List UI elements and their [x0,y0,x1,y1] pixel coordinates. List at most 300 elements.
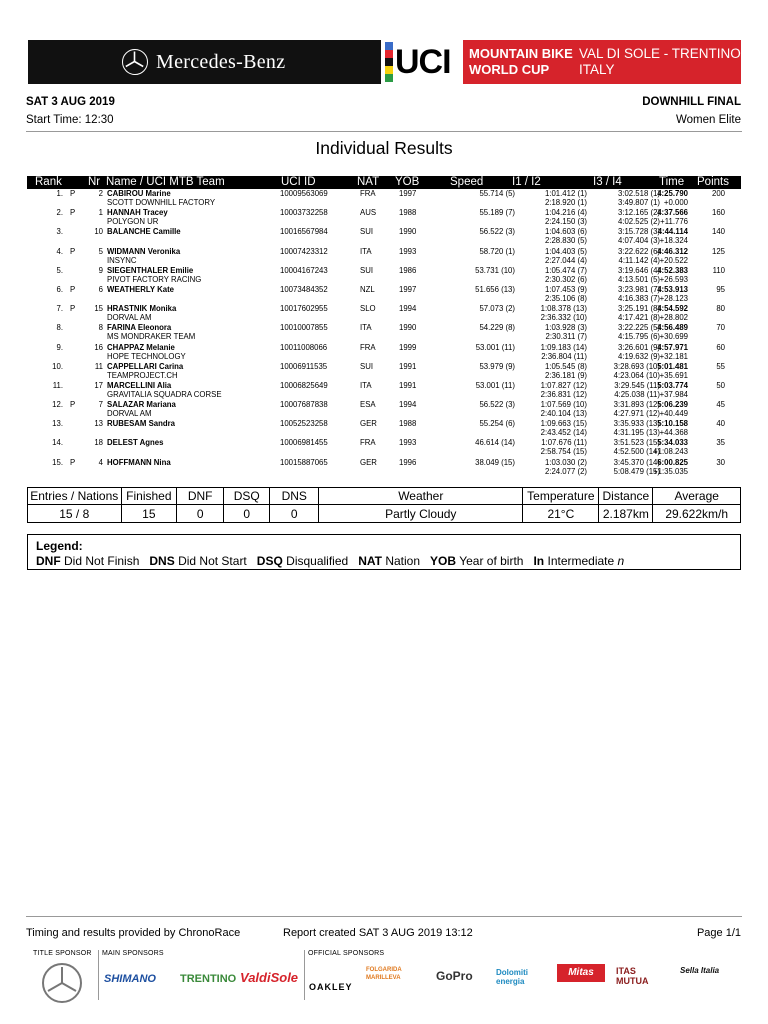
result-time: 5:06.239 [657,400,688,410]
summary-dns-label: DNS [270,488,319,505]
result-intermediate-4: 4:23.064 (10) [613,370,660,380]
result-points: 60 [716,342,725,352]
result-intermediate-4: 5:08.479 (15) [613,466,660,476]
result-rank: 9. [56,342,63,352]
legend-text: Did Not Start [178,554,247,568]
result-p-flag: P [70,400,76,410]
result-uci-id: 10004167243 [280,265,328,275]
sponsor-logo-sella-italia: Sella Italia [680,966,720,975]
col-uci-id: UCI ID [281,176,316,188]
result-intermediate-3: 3:51.523 (15) [613,438,660,448]
result-uci-id: 10016567984 [280,227,328,237]
page-title: Individual Results [315,138,453,158]
result-year-of-birth: 1988 [399,208,417,218]
result-rank: 5. [56,265,63,275]
legend-n: n [617,554,625,568]
result-team-name: PIVOT FACTORY RACING [107,274,202,284]
result-intermediate-2: 2:24.077 (2) [544,466,587,476]
legend-abbr: In [533,554,545,568]
table-row [27,247,741,266]
result-gap: +20.522 [659,255,688,265]
result-intermediate-2: 2:24.150 (3) [544,217,587,227]
result-nation: GER [360,457,377,467]
result-intermediate-4: 4:02.525 (2) [617,217,660,227]
venue-name [573,40,741,84]
result-rider-name: DELEST Agnes [107,438,164,448]
result-speed: 55.714 (5) [479,189,515,198]
result-gap: +18.324 [659,236,688,246]
legend-abbr: YOB [430,554,457,568]
result-intermediate-3: 3:29.545 (11) [614,380,660,390]
result-bib-number: 5 [98,246,103,256]
result-bib-number: 4 [98,457,103,467]
table-row [27,208,741,227]
col-nat: NAT [357,176,380,188]
result-intermediate-3: 3:35.933 (13) [613,419,660,429]
result-p-flag: P [70,189,76,198]
result-nation: ITA [360,323,372,333]
result-uci-id: 10007423312 [280,246,328,256]
result-team-name: DORVAL AM [107,409,152,419]
result-nation: FRA [360,189,376,198]
result-intermediate-3: 3:22.225 (5) [617,323,660,333]
summary-dsq-value: 0 [224,505,270,523]
summary-header-row [28,488,741,505]
col-speed: Speed [450,176,484,188]
result-points: 80 [716,304,725,314]
result-team-name: TEAMPROJECT.CH [107,370,178,380]
result-gap: +40.449 [659,409,688,419]
result-time: 4:53.913 [657,284,688,294]
result-speed: 54.229 (8) [479,323,515,333]
summary-finished-value: 15 [121,505,177,523]
result-rank: 1. [56,189,63,198]
mercedes-benz-logo [28,40,381,84]
mercedes-star-icon [122,49,148,75]
result-intermediate-1: 1:07.453 (9) [544,284,587,294]
result-intermediate-3: 3:28.693 (10) [613,361,660,371]
result-p-flag: P [70,304,76,314]
table-row [27,323,741,342]
result-rank: 12. [52,400,63,410]
result-nation: NZL [360,284,375,294]
result-intermediate-2: 2:40.104 (13) [540,409,587,419]
result-gap: +28.123 [659,293,688,303]
result-time: 4:46.312 [657,246,688,256]
result-intermediate-4: 4:31.195 (13) [613,428,660,438]
result-time: 4:52.383 [657,265,688,275]
result-intermediate-2: 2:30.311 (7) [545,332,587,342]
title-sponsor-label: TITLE SPONSOR [33,950,92,957]
result-gap: +37.984 [659,389,688,399]
result-uci-id: 10073484352 [280,284,328,294]
result-rank: 14. [52,438,63,448]
result-bib-number: 6 [98,284,103,294]
summary-dns-value: 0 [270,505,319,523]
uci-logo [381,40,463,84]
result-rider-name: HANNAH Tracey [107,208,168,218]
sponsor-logo-gopro: GoPro [436,969,473,983]
result-intermediate-1: 1:04.603 (6) [544,227,587,237]
result-nation: ITA [360,246,372,256]
result-speed: 53.979 (9) [479,361,515,371]
result-intermediate-1: 1:03.030 (2) [544,457,587,467]
summary-weather-label: Weather [319,488,523,505]
result-uci-id: 10006825649 [280,380,328,390]
result-speed: 51.656 (13) [475,284,515,294]
result-year-of-birth: 1988 [399,419,417,429]
table-row [27,189,741,208]
result-rank: 8. [56,323,63,333]
race-summary-table [27,487,741,523]
result-intermediate-1: 1:05.474 (7) [544,265,587,275]
result-bib-number: 16 [94,342,103,352]
result-year-of-birth: 1996 [399,457,417,467]
result-intermediate-2: 2:35.106 (8) [544,293,587,303]
result-speed: 55.254 (6) [479,419,515,429]
result-year-of-birth: 1993 [399,438,417,448]
result-speed: 55.189 (7) [479,208,515,218]
result-intermediate-2: 2:36.831 (12) [540,389,587,399]
result-uci-id: 10006981455 [280,438,328,448]
result-points: 70 [716,323,725,333]
result-rank: 7. [56,304,63,314]
result-rider-name: HRASTNIK Monika [107,304,177,314]
result-year-of-birth: 1997 [399,189,417,198]
result-time: 5:34.033 [657,438,688,448]
result-time: 6:00.825 [657,457,688,467]
col-i1-i2: I1 / I2 [512,176,541,188]
result-time: 4:37.566 [657,208,688,218]
result-points: 35 [716,438,725,448]
result-uci-id: 10052523258 [280,419,328,429]
result-bib-number: 10 [94,227,103,237]
table-row [27,304,741,323]
start-time: Start Time: 12:30 [26,114,114,126]
result-time: 4:57.971 [657,342,688,352]
result-rider-name: WEATHERLY Kate [107,284,175,294]
sponsor-logo-shimano: SHIMANO [104,973,156,985]
result-uci-id: 10015887065 [280,457,328,467]
result-year-of-birth: 1993 [399,246,417,256]
result-points: 125 [711,246,725,256]
result-intermediate-1: 1:07.676 (11) [541,438,587,448]
result-p-flag: P [70,208,76,218]
legend-abbr: NAT [358,554,382,568]
result-intermediate-1: 1:07.569 (10) [540,400,587,410]
table-row [27,400,741,419]
legend-abbr: DSQ [256,554,283,568]
table-row [27,362,741,381]
uci-text: UCI [395,42,451,81]
legend-abbr: DNF [36,554,61,568]
result-intermediate-3: 3:25.191 (8) [617,304,660,314]
result-points: 110 [712,265,725,275]
event-banner [28,40,741,84]
legend-box [27,534,741,570]
result-points: 160 [711,208,725,218]
sponsor-logo-itas: ITAS MUTUA [616,966,649,986]
result-time: 4:25.790 [657,189,688,198]
result-year-of-birth: 1994 [399,304,417,314]
result-intermediate-3: 3:26.601 (9) [617,342,660,352]
result-uci-id: 10010007855 [280,323,328,333]
result-intermediate-4: 4:25.038 (11) [614,389,660,399]
result-speed: 58.720 (1) [479,246,515,256]
sponsor-logo-dolomiti: Dolomiti energia [496,968,528,986]
result-points: 40 [716,419,725,429]
result-p-flag: P [70,246,76,256]
result-rider-name: CHAPPAZ Melanie [107,342,175,352]
result-rider-name: CABIROU Marine [107,189,171,198]
result-rider-name: RUBESAM Sandra [107,419,176,429]
col-time: Time [659,176,685,188]
main-sponsors-label: MAIN SPONSORS [102,950,164,957]
result-uci-id: 10006911535 [280,361,328,371]
result-time: 5:03.774 [657,380,688,390]
result-intermediate-2: 2:36.332 (10) [540,313,587,323]
result-rider-name: HOFFMANN Nina [107,457,171,467]
result-year-of-birth: 1997 [399,284,417,294]
result-nation: FRA [360,342,376,352]
result-points: 50 [716,380,725,390]
result-speed: 56.522 (3) [479,227,515,237]
result-year-of-birth: 1990 [399,227,417,237]
series-line-2: WORLD CUP [469,62,550,77]
series-name [463,40,573,84]
summary-entries-label: Entries / Nations [28,488,122,505]
result-intermediate-4: 4:16.383 (7) [617,293,660,303]
sponsor-logo-folgarida: FOLGARIDA MARILLEVA [366,967,402,981]
result-rank: 2. [56,208,63,218]
result-gap: +32.181 [659,351,688,361]
result-speed: 53.001 (11) [475,380,515,390]
result-bib-number: 2 [98,189,103,198]
result-rank: 11. [52,380,63,390]
result-team-name: MS MONDRAKER TEAM [107,332,196,342]
result-intermediate-4: 4:17.421 (8) [617,313,660,323]
result-team-name: POLYGON UR [107,217,159,227]
result-year-of-birth: 1990 [399,323,417,333]
legend-text: Did Not Finish [64,554,140,568]
col-yob: YOB [395,176,420,188]
result-intermediate-4: 4:11.142 (4) [618,255,660,265]
legend-title: Legend: [36,539,83,553]
result-uci-id: 10007687838 [280,400,328,410]
result-uci-id: 10011008066 [280,342,328,352]
summary-average-label: Average [653,488,741,505]
results-header [27,176,741,189]
col-rank: Rank [35,176,62,188]
result-points: 45 [716,400,725,410]
result-year-of-birth: 1999 [399,342,417,352]
legend-items [36,554,740,568]
result-year-of-birth: 1986 [399,265,417,275]
result-rank: 13. [52,419,63,429]
result-rider-name: MARCELLINI Alia [107,380,172,390]
result-intermediate-4: 4:07.404 (3) [617,236,660,246]
result-time: 5:01.481 [657,361,688,371]
result-nation: SUI [360,361,373,371]
result-intermediate-1: 1:09.183 (14) [540,342,587,352]
result-speed: 53.001 (11) [475,342,515,352]
result-year-of-birth: 1994 [399,400,417,410]
result-intermediate-2: 2:36.181 (9) [544,370,587,380]
result-time: 4:44.114 [657,227,688,237]
result-gap: +44.368 [659,428,688,438]
result-nation: AUS [360,208,377,218]
result-intermediate-3: 3:12.165 (2) [617,208,660,218]
result-bib-number: 18 [94,438,103,448]
summary-dsq-label: DSQ [224,488,270,505]
result-team-name: GRAVITALIA SQUADRA CORSE [107,389,222,399]
col-i3-i4: I3 / I4 [593,176,622,188]
summary-dnf-label: DNF [177,488,224,505]
result-gap: +0.000 [663,198,688,207]
table-row [27,458,741,477]
result-bib-number: 8 [98,323,103,333]
result-intermediate-2: 2:18.920 (1) [544,198,587,207]
result-points: 140 [711,227,725,237]
result-gap: +30.699 [659,332,688,342]
result-nation: SLO [360,304,376,314]
table-row [27,285,741,304]
result-gap: +11.776 [660,217,688,227]
result-rider-name: SIEGENTHALER Emilie [107,265,194,275]
result-time: 4:56.489 [657,323,688,333]
result-p-flag: P [70,284,76,294]
result-intermediate-2: 2:30.302 (6) [544,274,587,284]
result-intermediate-2: 2:58.754 (15) [540,447,587,457]
result-nation: SUI [360,227,373,237]
timing-credit: Timing and results provided by ChronoRace [26,927,241,939]
result-speed: 53.731 (10) [475,265,515,275]
result-gap: +26.593 [659,274,688,284]
result-team-name: INSYNC [107,255,137,265]
category-name: Women Elite [676,114,741,126]
summary-distance-label: Distance [599,488,653,505]
result-time: 4:54.592 [657,304,688,314]
result-speed: 46.614 (14) [475,438,515,448]
result-intermediate-1: 1:04.216 (4) [544,208,587,218]
report-created: Report created SAT 3 AUG 2019 13:12 [283,927,473,939]
result-intermediate-2: 2:43.452 (14) [540,428,587,438]
summary-temperature-label: Temperature [523,488,599,505]
result-points: 30 [716,457,725,467]
result-intermediate-1: 1:07.827 (12) [540,380,587,390]
result-gap: +35.691 [659,370,688,380]
summary-value-row [28,505,741,523]
footer-divider [26,916,742,917]
result-rider-name: CAPPELLARI Carina [107,361,184,371]
result-intermediate-2: 2:36.804 (11) [541,351,587,361]
sponsor-divider [304,950,305,1000]
result-intermediate-3: 3:22.622 (6) [617,246,660,256]
official-sponsors-label: OFFICIAL SPONSORS [308,950,385,957]
result-points: 95 [716,284,725,294]
header-divider [26,131,742,132]
result-team-name: HOPE TECHNOLOGY [107,351,186,361]
summary-temperature-value: 21°C [523,505,599,523]
venue-line-1: VAL DI SOLE - TRENTINO [579,46,741,61]
result-year-of-birth: 1991 [399,380,417,390]
summary-weather-value: Partly Cloudy [319,505,523,523]
summary-entries-value: 15 / 8 [28,505,122,523]
summary-distance-value: 2.187km [599,505,653,523]
result-nation: ESA [360,400,376,410]
result-uci-id: 10003732258 [280,208,328,218]
result-intermediate-1: 1:01.412 (1) [544,189,587,198]
col-points: Points [697,176,729,188]
table-row [27,419,741,438]
sponsor-divider [98,950,99,1000]
result-team-name: DORVAL AM [107,313,152,323]
summary-average-value: 29.622km/h [653,505,741,523]
legend-text: Year of birth [459,554,524,568]
result-intermediate-4: 4:13.501 (5) [617,274,660,284]
result-speed: 56.522 (3) [479,400,515,410]
result-uci-id: 10017602955 [280,304,328,314]
mercedes-star-icon [42,963,82,1003]
result-intermediate-3: 3:31.893 (12) [613,400,660,410]
result-intermediate-4: 4:19.632 (9) [617,351,660,361]
result-gap: +1:35.035 [653,466,688,476]
result-bib-number: 9 [98,265,103,275]
legend-abbr: DNS [149,554,175,568]
page-number: Page 1/1 [696,927,741,939]
result-uci-id: 10009563069 [280,189,328,198]
result-intermediate-1: 1:03.928 (3) [544,323,587,333]
sponsor-logo-valdisole: ValdiSole [240,970,299,985]
result-intermediate-4: 4:52.500 (14) [613,447,660,457]
result-year-of-birth: 1991 [399,361,417,371]
result-intermediate-4: 4:15.795 (6) [617,332,660,342]
result-intermediate-3: 3:02.518 (1) [617,189,660,198]
result-p-flag: P [70,457,76,467]
result-speed: 38.049 (15) [475,457,515,467]
result-intermediate-1: 1:08.378 (13) [540,304,587,314]
result-bib-number: 7 [98,400,103,410]
table-row [27,343,741,362]
sponsor-logo-mitas: Mitas [557,964,605,982]
result-intermediate-3: 3:19.646 (4) [617,265,660,275]
result-rank: 3. [56,227,63,237]
table-row [27,438,741,457]
result-intermediate-1: 1:04.403 (5) [544,246,587,256]
result-nation: SUI [360,265,373,275]
result-nation: GER [360,419,377,429]
brand-name: Mercedes-Benz [156,50,286,73]
race-date: SAT 3 AUG 2019 [26,96,115,108]
col-nr: Nr [88,176,101,188]
result-intermediate-1: 1:09.663 (15) [540,419,587,429]
result-rider-name: BALANCHE Camille [107,227,181,237]
result-rank: 4. [56,246,63,256]
legend-text: Nation [385,554,421,568]
result-intermediate-3: 3:15.728 (3) [617,227,660,237]
result-intermediate-4: 3:49.807 (1) [617,198,660,207]
result-nation: FRA [360,438,376,448]
result-intermediate-3: 3:23.981 (7) [617,284,660,294]
result-points: 55 [716,361,725,371]
results-list [27,189,741,477]
result-bib-number: 17 [94,380,103,390]
result-gap: +28.802 [659,313,688,323]
table-row [27,381,741,400]
result-rank: 15. [52,457,63,467]
result-team-name: SCOTT DOWNHILL FACTORY [107,198,216,207]
result-gap: +1:08.243 [653,447,688,457]
